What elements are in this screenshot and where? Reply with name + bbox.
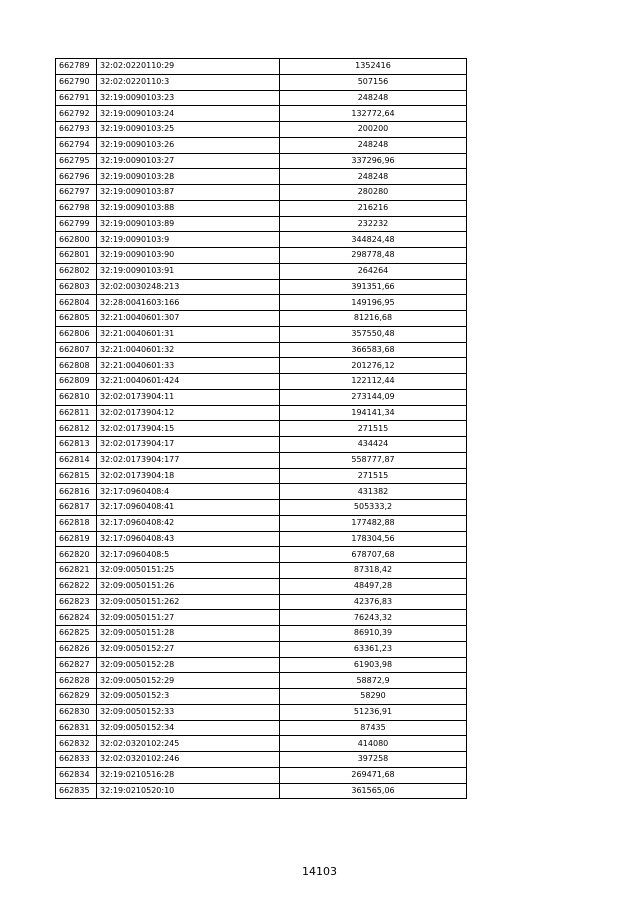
value-cell: 42376,83 (280, 594, 467, 610)
value-cell: 149196,95 (280, 295, 467, 311)
value-cell: 87318,42 (280, 563, 467, 579)
value-cell: 122112,44 (280, 374, 467, 390)
row-id-cell: 662800 (56, 232, 97, 248)
cadastral-number-cell: 32:19:0090103:89 (97, 216, 280, 232)
value-cell: 344824,48 (280, 232, 467, 248)
cadastral-number-cell: 32:02:0173904:15 (97, 421, 280, 437)
value-cell: 232232 (280, 216, 467, 232)
table-row (56, 500, 467, 516)
table-row (56, 673, 467, 689)
cadastral-number-cell: 32:21:0040601:424 (97, 374, 280, 390)
value-cell: 558777,87 (280, 452, 467, 468)
row-id-cell: 662806 (56, 326, 97, 342)
cadastral-number-cell: 32:02:0173904:18 (97, 468, 280, 484)
table-row (56, 547, 467, 563)
value-cell: 271515 (280, 421, 467, 437)
cadastral-number-cell: 32:09:0050152:34 (97, 720, 280, 736)
row-id-cell: 662817 (56, 500, 97, 516)
value-cell: 216216 (280, 200, 467, 216)
row-id-cell: 662790 (56, 74, 97, 90)
value-cell: 507156 (280, 74, 467, 90)
row-id-cell: 662822 (56, 578, 97, 594)
row-id-cell: 662797 (56, 185, 97, 201)
table-row (56, 720, 467, 736)
cadastral-number-cell: 32:19:0090103:27 (97, 153, 280, 169)
cadastral-number-cell: 32:17:0960408:5 (97, 547, 280, 563)
value-cell: 366583,68 (280, 342, 467, 358)
table-row (56, 122, 467, 138)
value-cell: 271515 (280, 468, 467, 484)
table-row (56, 232, 467, 248)
value-cell: 51236,91 (280, 704, 467, 720)
row-id-cell: 662832 (56, 736, 97, 752)
table-row (56, 626, 467, 642)
row-id-cell: 662804 (56, 295, 97, 311)
row-id-cell: 662828 (56, 673, 97, 689)
cadastral-number-cell: 32:17:0960408:42 (97, 515, 280, 531)
row-id-cell: 662792 (56, 106, 97, 122)
table-row (56, 657, 467, 673)
value-cell: 248248 (280, 137, 467, 153)
cadastral-number-cell: 32:09:0050152:33 (97, 704, 280, 720)
value-cell: 431382 (280, 484, 467, 500)
cadastral-number-cell: 32:09:0050151:262 (97, 594, 280, 610)
value-cell: 58872,9 (280, 673, 467, 689)
value-cell: 298778,48 (280, 248, 467, 264)
value-cell: 337296,96 (280, 153, 467, 169)
row-id-cell: 662833 (56, 752, 97, 768)
cadastral-number-cell: 32:02:0220110:29 (97, 59, 280, 75)
cadastral-number-cell: 32:02:0320102:246 (97, 752, 280, 768)
table-row (56, 185, 467, 201)
value-cell: 86910,39 (280, 626, 467, 642)
row-id-cell: 662801 (56, 248, 97, 264)
cadastral-number-cell: 32:17:0960408:43 (97, 531, 280, 547)
cadastral-number-cell: 32:19:0090103:88 (97, 200, 280, 216)
value-cell: 248248 (280, 90, 467, 106)
value-cell: 414080 (280, 736, 467, 752)
value-cell: 391351,66 (280, 279, 467, 295)
value-cell: 357550,48 (280, 326, 467, 342)
table-row (56, 531, 467, 547)
table-row (56, 468, 467, 484)
row-id-cell: 662802 (56, 263, 97, 279)
table-row (56, 452, 467, 468)
cadastral-number-cell: 32:19:0090103:9 (97, 232, 280, 248)
value-cell: 194141,34 (280, 405, 467, 421)
row-id-cell: 662816 (56, 484, 97, 500)
cadastral-number-cell: 32:02:0173904:177 (97, 452, 280, 468)
cadastral-number-cell: 32:19:0090103:23 (97, 90, 280, 106)
row-id-cell: 662818 (56, 515, 97, 531)
row-id-cell: 662799 (56, 216, 97, 232)
cadastral-number-cell: 32:19:0090103:24 (97, 106, 280, 122)
cadastral-number-cell: 32:09:0050151:25 (97, 563, 280, 579)
cadastral-number-cell: 32:02:0030248:213 (97, 279, 280, 295)
cadastral-number-cell: 32:09:0050152:29 (97, 673, 280, 689)
table-row (56, 767, 467, 783)
cadastral-number-cell: 32:02:0220110:3 (97, 74, 280, 90)
cadastral-number-cell: 32:21:0040601:31 (97, 326, 280, 342)
table-row (56, 610, 467, 626)
cadastral-number-cell: 32:19:0090103:26 (97, 137, 280, 153)
row-id-cell: 662812 (56, 421, 97, 437)
value-cell: 48497,28 (280, 578, 467, 594)
value-cell: 177482,88 (280, 515, 467, 531)
cadastral-number-cell: 32:19:0090103:90 (97, 248, 280, 264)
table-row (56, 689, 467, 705)
cadastral-number-cell: 32:19:0090103:28 (97, 169, 280, 185)
row-id-cell: 662813 (56, 437, 97, 453)
cadastral-number-cell: 32:02:0173904:12 (97, 405, 280, 421)
table-row (56, 752, 467, 768)
row-id-cell: 662796 (56, 169, 97, 185)
row-id-cell: 662820 (56, 547, 97, 563)
table-row (56, 641, 467, 657)
table-row (56, 578, 467, 594)
cadastral-number-cell: 32:17:0960408:41 (97, 500, 280, 516)
cadastral-number-cell: 32:09:0050152:3 (97, 689, 280, 705)
value-cell: 76243,32 (280, 610, 467, 626)
table-row (56, 515, 467, 531)
cadastral-number-cell: 32:02:0320102:245 (97, 736, 280, 752)
value-cell: 280280 (280, 185, 467, 201)
table-row (56, 358, 467, 374)
value-cell: 269471,68 (280, 767, 467, 783)
value-cell: 61903,98 (280, 657, 467, 673)
table-row (56, 374, 467, 390)
table-row (56, 484, 467, 500)
value-cell: 63361,23 (280, 641, 467, 657)
row-id-cell: 662808 (56, 358, 97, 374)
row-id-cell: 662798 (56, 200, 97, 216)
table-row (56, 169, 467, 185)
row-id-cell: 662809 (56, 374, 97, 390)
row-id-cell: 662825 (56, 626, 97, 642)
row-id-cell: 662793 (56, 122, 97, 138)
value-cell: 132772,64 (280, 106, 467, 122)
table-row (56, 437, 467, 453)
row-id-cell: 662823 (56, 594, 97, 610)
cadastral-number-cell: 32:09:0050152:27 (97, 641, 280, 657)
cadastral-number-cell: 32:19:0090103:87 (97, 185, 280, 201)
table-row (56, 594, 467, 610)
row-id-cell: 662824 (56, 610, 97, 626)
cadastral-number-cell: 32:21:0040601:307 (97, 311, 280, 327)
row-id-cell: 662830 (56, 704, 97, 720)
row-id-cell: 662791 (56, 90, 97, 106)
table-row (56, 263, 467, 279)
row-id-cell: 662794 (56, 137, 97, 153)
value-cell: 678707,68 (280, 547, 467, 563)
table-row (56, 59, 467, 75)
cadastral-number-cell: 32:28:0041603:166 (97, 295, 280, 311)
table-row (56, 342, 467, 358)
value-cell: 178304,56 (280, 531, 467, 547)
table-row (56, 153, 467, 169)
cadastral-number-cell: 32:19:0090103:25 (97, 122, 280, 138)
value-cell: 361565,06 (280, 783, 467, 799)
row-id-cell: 662814 (56, 452, 97, 468)
cadastral-number-cell: 32:19:0090103:91 (97, 263, 280, 279)
value-cell: 273144,09 (280, 389, 467, 405)
data-table (55, 58, 467, 799)
row-id-cell: 662795 (56, 153, 97, 169)
row-id-cell: 662834 (56, 767, 97, 783)
row-id-cell: 662835 (56, 783, 97, 799)
table-row (56, 279, 467, 295)
row-id-cell: 662821 (56, 563, 97, 579)
value-cell: 434424 (280, 437, 467, 453)
table-row (56, 216, 467, 232)
cadastral-number-cell: 32:02:0173904:11 (97, 389, 280, 405)
table-row (56, 106, 467, 122)
table-body (56, 59, 467, 799)
value-cell: 201276,12 (280, 358, 467, 374)
cadastral-number-cell: 32:19:0210516:28 (97, 767, 280, 783)
row-id-cell: 662831 (56, 720, 97, 736)
value-cell: 397258 (280, 752, 467, 768)
table-row (56, 248, 467, 264)
table-row (56, 783, 467, 799)
value-cell: 200200 (280, 122, 467, 138)
table-row (56, 421, 467, 437)
value-cell: 248248 (280, 169, 467, 185)
table-row (56, 74, 467, 90)
row-id-cell: 662829 (56, 689, 97, 705)
row-id-cell: 662811 (56, 405, 97, 421)
table-row (56, 311, 467, 327)
table-row (56, 295, 467, 311)
page-number: 14103 (302, 865, 337, 878)
cadastral-number-cell: 32:21:0040601:33 (97, 358, 280, 374)
row-id-cell: 662827 (56, 657, 97, 673)
cadastral-number-cell: 32:09:0050151:27 (97, 610, 280, 626)
row-id-cell: 662815 (56, 468, 97, 484)
row-id-cell: 662810 (56, 389, 97, 405)
cadastral-number-cell: 32:21:0040601:32 (97, 342, 280, 358)
table-row (56, 326, 467, 342)
row-id-cell: 662805 (56, 311, 97, 327)
table-row (56, 90, 467, 106)
value-cell: 264264 (280, 263, 467, 279)
row-id-cell: 662789 (56, 59, 97, 75)
cadastral-number-cell: 32:09:0050151:28 (97, 626, 280, 642)
row-id-cell: 662819 (56, 531, 97, 547)
cadastral-number-cell: 32:19:0210520:10 (97, 783, 280, 799)
table-row (56, 563, 467, 579)
table-row (56, 704, 467, 720)
table-row (56, 405, 467, 421)
table-row (56, 389, 467, 405)
cadastral-number-cell: 32:02:0173904:17 (97, 437, 280, 453)
row-id-cell: 662807 (56, 342, 97, 358)
row-id-cell: 662803 (56, 279, 97, 295)
table-row (56, 736, 467, 752)
table-row (56, 200, 467, 216)
table-row (56, 137, 467, 153)
cadastral-number-cell: 32:09:0050152:28 (97, 657, 280, 673)
row-id-cell: 662826 (56, 641, 97, 657)
value-cell: 87435 (280, 720, 467, 736)
value-cell: 505333,2 (280, 500, 467, 516)
value-cell: 1352416 (280, 59, 467, 75)
cadastral-number-cell: 32:09:0050151:26 (97, 578, 280, 594)
cadastral-number-cell: 32:17:0960408:4 (97, 484, 280, 500)
value-cell: 58290 (280, 689, 467, 705)
value-cell: 81216,68 (280, 311, 467, 327)
